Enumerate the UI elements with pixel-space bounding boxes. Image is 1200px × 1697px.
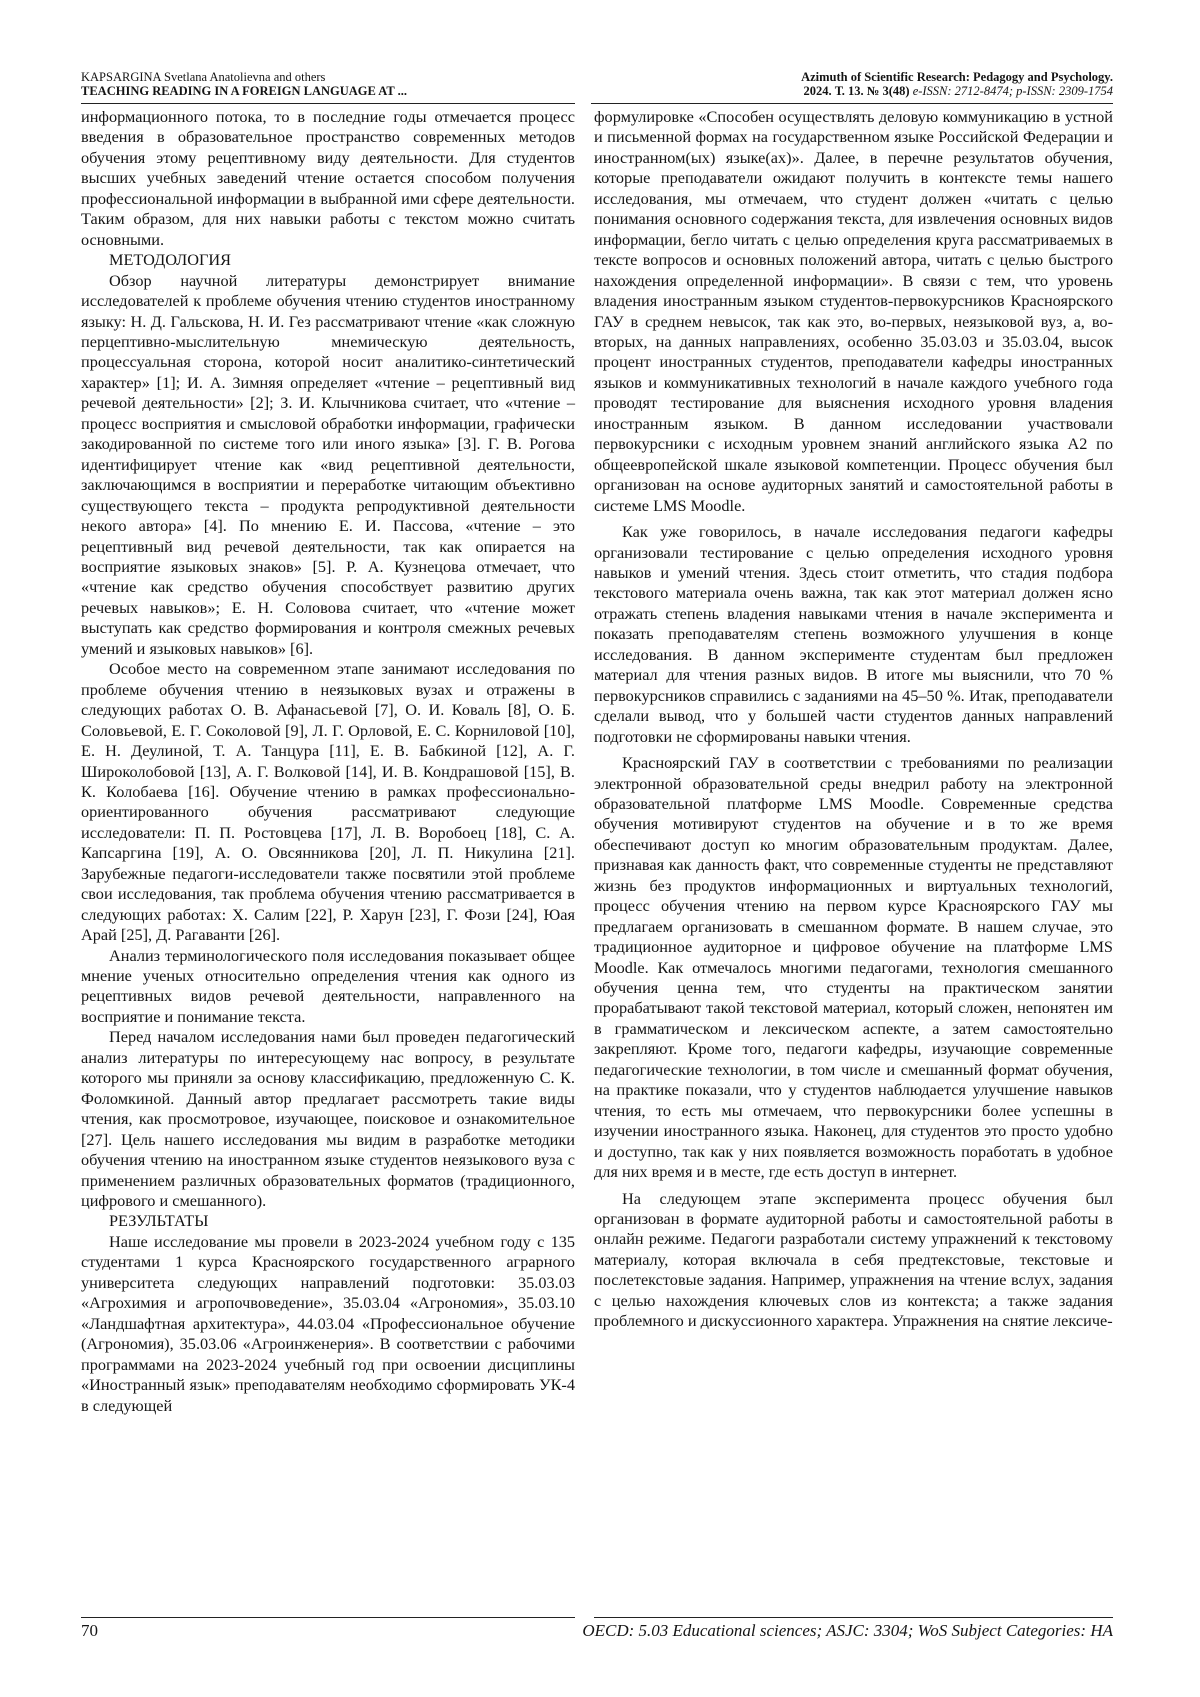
paragraph: формулировке «Способен осуществлять деловую коммуникацию в устной и письменной формах на государственном языке Российской Федерации и иностранном(ых) языке(ах)». Далее, в перечне результатов обучения, которые преподаватели ожидают получить в контексте темы нашего исследования, мы отмечаем, что студент должен «читать с целью понимания основного содержания текста, для извлечения основных видов информации, бегло читать с целью определения круга рассматриваемых в тексте вопросов и основных положений автора, читать с целью быстрого нахождения определенной информации». В связи с тем, что уровень владения иностранным языком студентов-первокурсников Красноярского ГАУ в среднем невысок, так как это, во-первых, неязыковой вуз, а, во-вторых, на данных направлениях, особенно 35.03.03 и 35.03.04, высок процент иностранных студентов, преподаватели кафедры иностранных языков и коммуникативных технологий в начале каждого учебного года проводят тестирование для выяснения исходного уровня владения иностранным языком. В данном исследовании участвовали первокурсники с исходным уровнем знаний английского языка А2 по общеевропейской шкале языковой компетенции. Процесс обучения был организован на основе аудиторных занятий и самостоятельной работы в системе LMS Moodle. [594, 107, 1113, 515]
header-authors: KAPSARGINA Svetlana Anatolievna and others [81, 70, 326, 84]
header-journal [801, 70, 1113, 98]
header-journal-name: Azimuth of Scientific Research: Pedagogy and Psychology. [801, 70, 1113, 84]
paragraph: Особое место на современном этапе занимают исследования по проблеме обучения чтению в неязыковых вузах и отражены в следующих работах О. В. Афанасьевой [7], О. И. Коваль [8], О. Б. Соловьевой, Е. Г. Соколовой [9], Л. Г. Орловой, Е. С. Корниловой [10], Е. Н. Деулиной, Т. А. Танцура [11], Е. В. Бабкиной [12], А. Г. Широколобовой [13], А. Г. Волковой [14], И. В. Кондрашовой [15], В. К. Колобаева [16]. Обучение чтению в рамках профессионально-ориентированного обучения рассматривают следующие исследователи: П. П. Ростовцева [17], Л. В. Воробоец [18], С. А. Капсаргина [19], А. О. Овсянникова [20], Л. П. Никулина [21]. Зарубежные педагоги-исследователи также посвятили этой проблеме свои исследования, так проблема обучения чтению рассматривается в следующих работах: Х. Салим [22], Р. Харун [23], Г. Фози [24], Юая Арай [25], Д. Рагаванти [26]. [81, 659, 575, 945]
section-heading-results: РЕЗУЛЬТАТЫ [109, 1211, 209, 1231]
header-rule-left [81, 103, 575, 104]
journal-page [81, 68, 1113, 1656]
paragraph: информационного потока, то в последние годы отмечается процесс введения в образовательное пространство современных методов обучения этому рецептивному виду деятельности. Для студентов высших учебных заведений чтение остается способом получения профессиональной информации в выбранной ими сфере деятельности. Таким образом, для них навыки работы с текстом можно считать основными. [81, 107, 575, 249]
paragraph: Перед началом исследования нами был проведен педагогический анализ литературы по интересующему нас вопросу, в результате которого мы приняли за основу классификацию, предложенную С. К. Фоломкиной. Данный автор предлагает рассмотреть такие виды чтения, как просмотровое, изучающее, поисковое и ознакомительное [27]. Цель нашего исследования мы видим в разработке методики обучения чтению на иностранном языке студентов неязыкового вуза с применением различных образовательных форматов (традиционного, цифрового и смешанного). [81, 1027, 575, 1211]
footer-rule-left [81, 1617, 575, 1618]
paragraph: Наше исследование мы провели в 2023-2024 учебном году с 135 студентами 1 курса Красноярского государственного аграрного университета следующих направлений подготовки: 35.03.03 «Агрохимия и агропочвоведение», 35.03.04 «Агрономия», 35.03.10 «Ландшафтная архитектура», 44.03.04 «Профессиональное обучение (Агрономия), 35.03.06 «Агроинженерия». В соответствии с рабочими программами на 2023-2024 учебный год при освоении дисциплины «Иностранный язык» преподавателям необходимо сформировать УК-4 в следующей [81, 1231, 575, 1415]
footer-classification: OECD: 5.03 Educational sciences; ASJC: 3304; WoS Subject Categories: HA [582, 1621, 1113, 1640]
header-issue-line [801, 84, 1113, 98]
header-issue: 2024. Т. 13. № 3(48) [803, 84, 910, 98]
paragraph: Анализ терминологического поля исследования показывает общее мнение ученых относительно определения чтения как одного из рецептивных видов речевой деятельности, направленного на восприятие и понимание текста. [81, 945, 575, 1026]
left-column [81, 107, 575, 1416]
paragraph: Как уже говорилось, в начале исследования педагоги кафедры организовали тестирование с целью определения исходного уровня навыков и умений чтения. Здесь стоит отметить, что стадия подбора текстового материала очень важна, так как этот материал должен ясно отражать степень владения навыками чтения в начале эксперимента и показать преподавателям степень возможного улучшения в конце исследования. В данном эксперименте студентам был предложен материал для чтения разных видов. В итоге мы выяснили, что 70 % первокурсников справились с заданиями на 45–50 %. Итак, преподаватели сделали вывод, что у большей части студентов данных направлений подготовки не сформированы навыки чтения. [594, 522, 1113, 746]
paragraph: Красноярский ГАУ в соответствии с требованиями по реализации электронной образовательной среды внедрил работу на электронной образовательной платформе LMS Moodle. Современные средства обучения мотивируют студентов на обучение и в то же время обеспечивают доступ ко многим образовательным продуктам. Далее, признавая как данность факт, что современные студенты не представляют жизнь без продуктов информационных и виртуальных технологий, процесс обучения чтению на первом курсе Красноярского ГАУ мы предлагаем организовать в смешанном формате. В нашем случае, это традиционное аудиторное и цифровое обучение на платформе LMS Moodle. Как отмечалось многими педагогами, технология смешанного обучения ценна тем, что студенты на практическом занятии прорабатывают такой текстовой материал, который сложен, непонятен им в грамматическом и лексическом аспекте, а затем самостоятельно закрепляют. Кроме того, педагоги кафедры, изучающие современные педагогические технологии, в том числе и смешанный формат обучения, на практике показали, что у студентов наблюдается улучшение навыков чтения, то есть мы отмечаем, что первокурсники более успешны в изучении иностранного языка. Наконец, для студентов это просто удобно и доступно, так как у них появляется возможность поработать в удобное для них время и в месте, где есть доступ в интернет. [594, 753, 1113, 1182]
paragraph: Обзор научной литературы демонстрирует внимание исследователей к проблеме обучения чтению студентов иностранному языку: Н. Д. Гальскова, Н. И. Гез рассматривают чтение «как сложную перцептивно-мыслительную мнемическую деятельность, процессуальная сторона, которой носит аналитико-синтетический характер» [1]; И. А. Зимняя определяет «чтение – рецептивный вид речевой деятельности» [2]; З. И. Клычникова считает, что «чтение – процесс восприятия и смысловой обработки информации, графически закодированной по системе того или иного языка» [3]. Г. В. Рогова идентифицирует чтение как «вид рецептивной деятельности, заключающимся в восприятии и переработке читающим объективно существующего текста – продукта репродуктивной деятельности некого автора» [4]. По мнению Е. И. Пассова, «чтение – это рецептивный вид речевой деятельности, так как опирается на восприятие языковых знаков» [5]. Р. А. Кузнецова отмечает, что «чтение как средство обучения способствует развитию других речевых навыков»; Е. Н. Соловова считает, что «чтение может выступать как средство формирования и контроля смежных речевых умений и языковых навыков» [6]. [81, 270, 575, 658]
section-heading-methodology: МЕТОДОЛОГИЯ [109, 250, 231, 270]
right-column [594, 107, 1113, 1332]
running-header [81, 68, 1113, 108]
header-authors-title [81, 70, 407, 98]
paragraph: На следующем этапе эксперимента процесс обучения был организован в формате аудиторной работы и самостоятельной работы в онлайн режиме. Педагоги разработали систему упражнений к текстовому материалу, которая включала в себя предтекстовые, текстовые и послетекстовые задания. Например, упражнения на чтение вслух, задания с целью нахождения ключевых слов из контекста; а также задания проблемного и дискуссионного характера. Упражнения на снятие лексиче- [594, 1188, 1113, 1331]
page-number: 70 [81, 1621, 98, 1640]
header-issn: e-ISSN: 2712-8474; p-ISSN: 2309-1754 [909, 84, 1113, 98]
header-rule-right [591, 103, 1113, 104]
header-article-title: TEACHING READING IN A FOREIGN LANGUAGE AT ... [81, 84, 407, 98]
footer-rule-right [594, 1617, 1113, 1618]
